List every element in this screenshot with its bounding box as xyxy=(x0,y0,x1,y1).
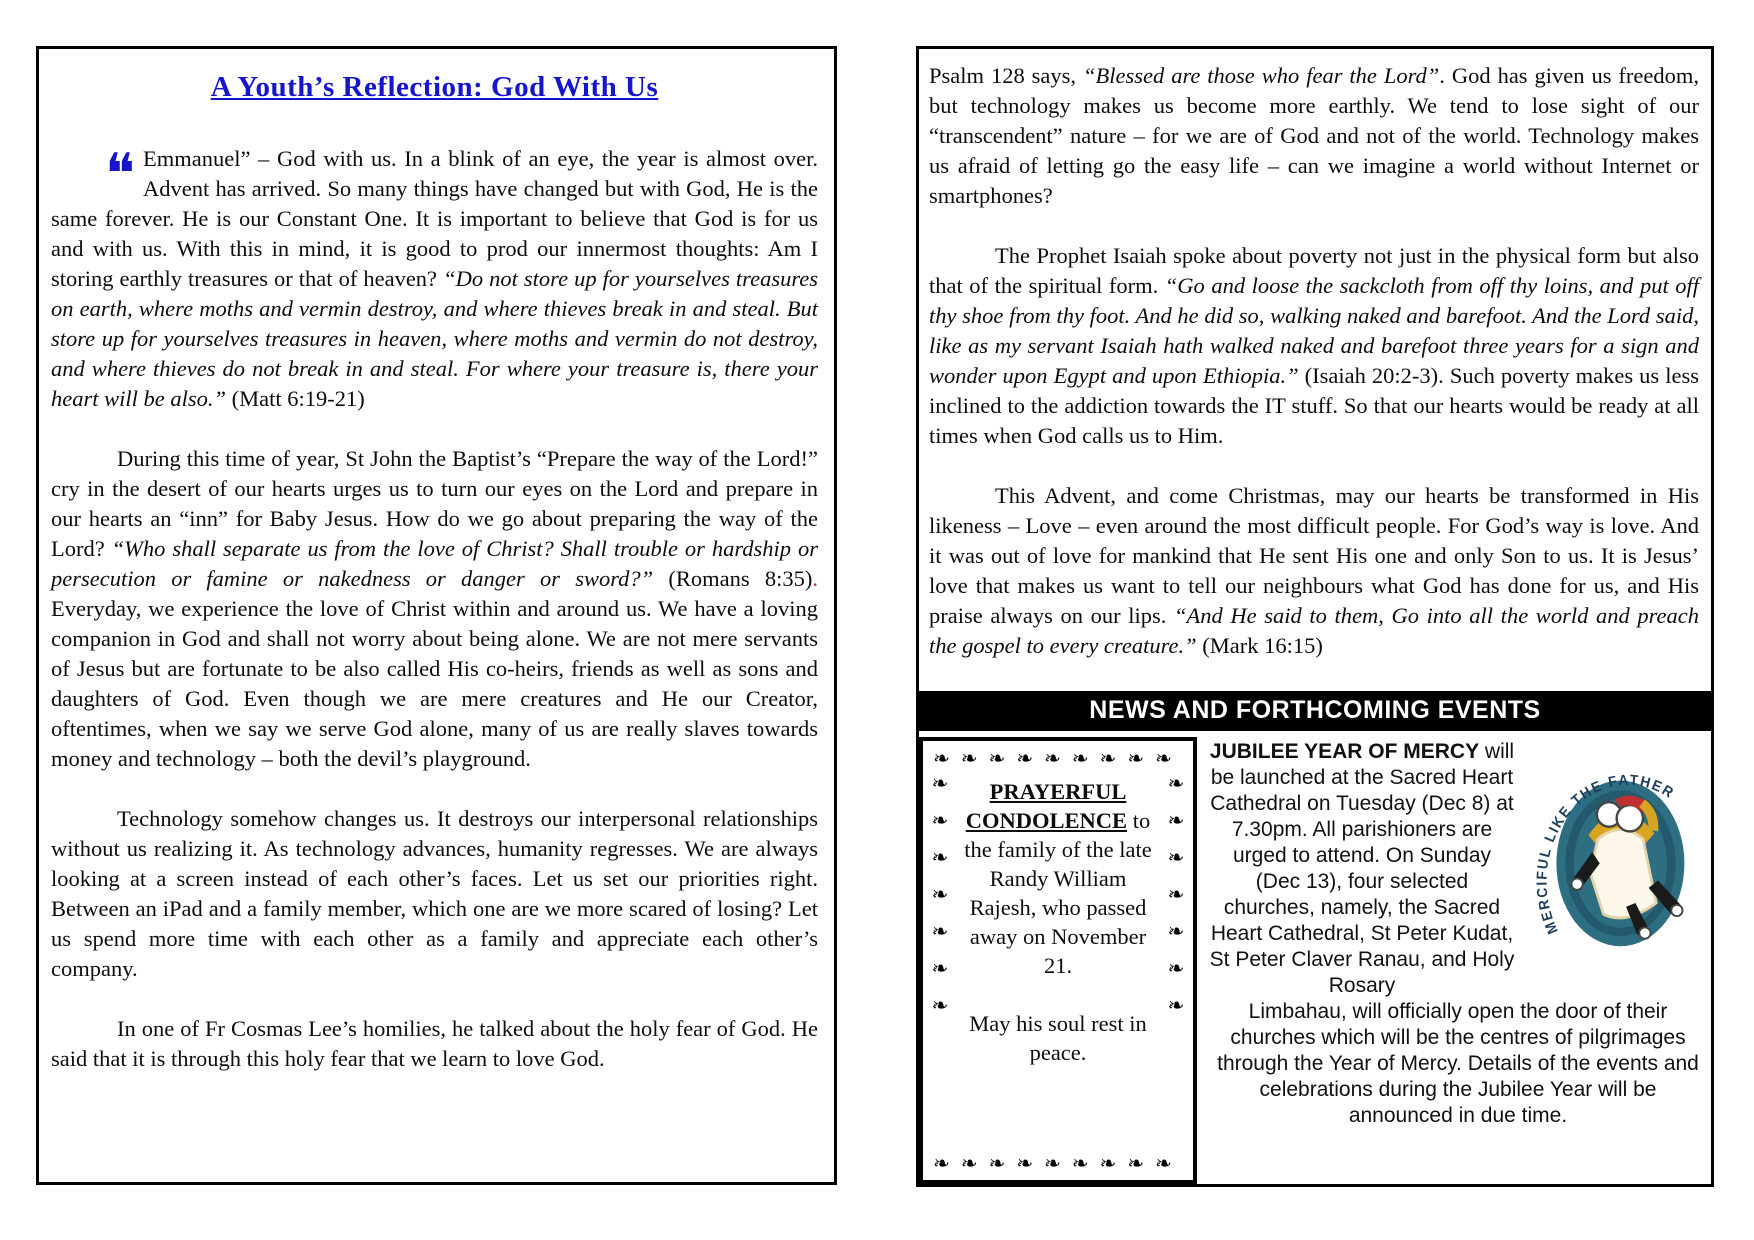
article-paragraph-7: This Advent, and come Christmas, may our hearts be transformed in His likeness – Love – even around the most difficult people. For God’s way is love. And it was out of love for mankind that He sent His one and only Son to us. It is Jesus’ love that makes us want to tell our neighbours what God has done for us, and His praise always on our lips. “And He said to them, Go into all the world and preach the gospel to every creature.” (Mark 16:15) xyxy=(929,483,1699,658)
article-paragraph-4: In one of Fr Cosmas Lee’s homilies, he talked about the holy fear of God. He said that it is through this holy fear that we learn to love God. xyxy=(51,1016,818,1071)
condolence-title: PRAYERFUL CONDOLENCE xyxy=(965,779,1128,833)
condolence-footer: May his soul rest in peace. xyxy=(969,1011,1147,1065)
mercy-logo-curved-text: MERCIFUL LIKE THE FATHER xyxy=(1534,772,1678,937)
left-article-box xyxy=(36,46,837,1185)
news-banner: NEWS AND FORTHCOMING EVENTS xyxy=(919,691,1711,731)
condolence-box xyxy=(919,737,1197,1184)
ornament-border-bottom: ❧❧❧❧❧❧❧❧❧ xyxy=(933,1151,1183,1175)
article-title: A Youth’s Reflection: God With Us xyxy=(210,71,659,103)
ornament-border-top: ❧❧❧❧❧❧❧❧❧ xyxy=(933,746,1183,770)
year-of-mercy-logo xyxy=(1515,741,1707,967)
condolence-text: PRAYERFUL CONDOLENCE to the family of the late Randy William Rajesh, who passed away on November 21. May his soul rest in peace. xyxy=(959,777,1157,1144)
right-article-text xyxy=(919,49,1711,691)
ornament-border-left: ❧❧❧❧❧❧❧ xyxy=(928,771,952,1030)
article-paragraph-6: The Prophet Isaiah spoke about poverty not just in the physical form but also that of the spiritual form. “Go and loose the sackcloth from off thy loins, and put off thy shoe from thy foot. And he did so, walking naked and barefoot. And the Lord said, like as my servant Isaiah hath walked naked and barefoot three years for a sign and wonder upon Egypt and upon Ethiopia.” (Isaiah 20:2-3). Such poverty makes us less inclined to the addiction towards the IT stuff. So that our hearts would be ready at all times when God calls us to Him. xyxy=(929,243,1699,448)
year-of-mercy-logo-icon xyxy=(1515,741,1707,967)
article-paragraph-5: Psalm 128 says, “Blessed are those who fear the Lord”. God has given us freedom, but technology makes us become more earthly. We tend to lose sight of our “transcendent” nature – for we are of God and not of the world. Technology makes us afraid of letting go the easy life – can we imagine a world without Internet or smartphones? xyxy=(929,63,1699,208)
jubilee-continuation: Limbahau, will officially open the door of their churches which will be the centres of pilgrimages through the Year of Mercy. Details of the events and celebrations during the Jubilee Year will be announced in due time. xyxy=(1217,1000,1699,1127)
jubilee-lead: JUBILEE YEAR OF MERCY xyxy=(1209,740,1480,763)
ornament-border-right: ❧❧❧❧❧❧❧ xyxy=(1164,771,1188,1030)
article-paragraph-2: During this time of year, St John the Baptist’s “Prepare the way of the Lord!” cry in the desert of our hearts urges us to turn our eyes on the Lord and prepare in our hearts an “inn” for Baby Jesus. How do we go about preparing the way of the Lord? “Who shall separate us from the love of Christ? Shall trouble or hardship or persecution or famine or nakedness or danger or sword?” (Romans 8:35). Everyday, we experience the love of Christ within and around us. We have a loving companion in God and shall not worry about being alone. We are not mere servants of Jesus but are fortunate to be also called His co-heirs, friends as well as sons and daughters of God. Even though we are mere creatures and He our Creator, oftentimes, when we say we serve God alone, many of us are really slaves towards money and technology – both the devil’s playground. xyxy=(51,446,818,771)
jubilee-article xyxy=(1197,731,1711,1184)
decorative-open-quote-icon: ❝ xyxy=(104,142,135,207)
right-article-box xyxy=(916,46,1714,1187)
news-section xyxy=(919,731,1711,1184)
article-paragraph-1: ❝ Emmanuel” – God with us. In a blink of an eye, the year is almost over. Advent has arrived. So many things have changed but with God, He is the same forever. He is our Constant One. It is important to believe that God is for us and with us. With this in mind, it is good to prod our innermost thoughts: Am I storing earthly treasures or that of heaven? “Do not store up for yourselves treasures on earth, where moths and vermin destroy, and where thieves break in and steal. But store up for yourselves treasures in heaven, where moths and vermin do not destroy, and where thieves do not break in and steal. For where your treasure is, there your heart will be also.” (Matt 6:19-21) xyxy=(51,142,818,411)
article-paragraph-3: Technology somehow changes us. It destroys our interpersonal relationships without us realizing it. As technology advances, humanity regresses. We are always looking at a screen instead of each other’s faces. Let us set our priorities right. Between an iPad and a family member, which one are we more scared of losing? Let us spend more time with each other as a family and appreciate each other’s company. xyxy=(51,806,818,981)
jubilee-intro: JUBILEE YEAR OF MERCY will be launched at the Sacred Heart Cathedral on Tuesday (Dec 8) at 7.30pm. All parishioners are urged to attend. On Sunday (Dec 13), four selected churches, namely, the Sacred Heart Cathedral, St Peter Kudat, St Peter Claver Ranau, and Holy Rosary xyxy=(1209,740,1515,997)
